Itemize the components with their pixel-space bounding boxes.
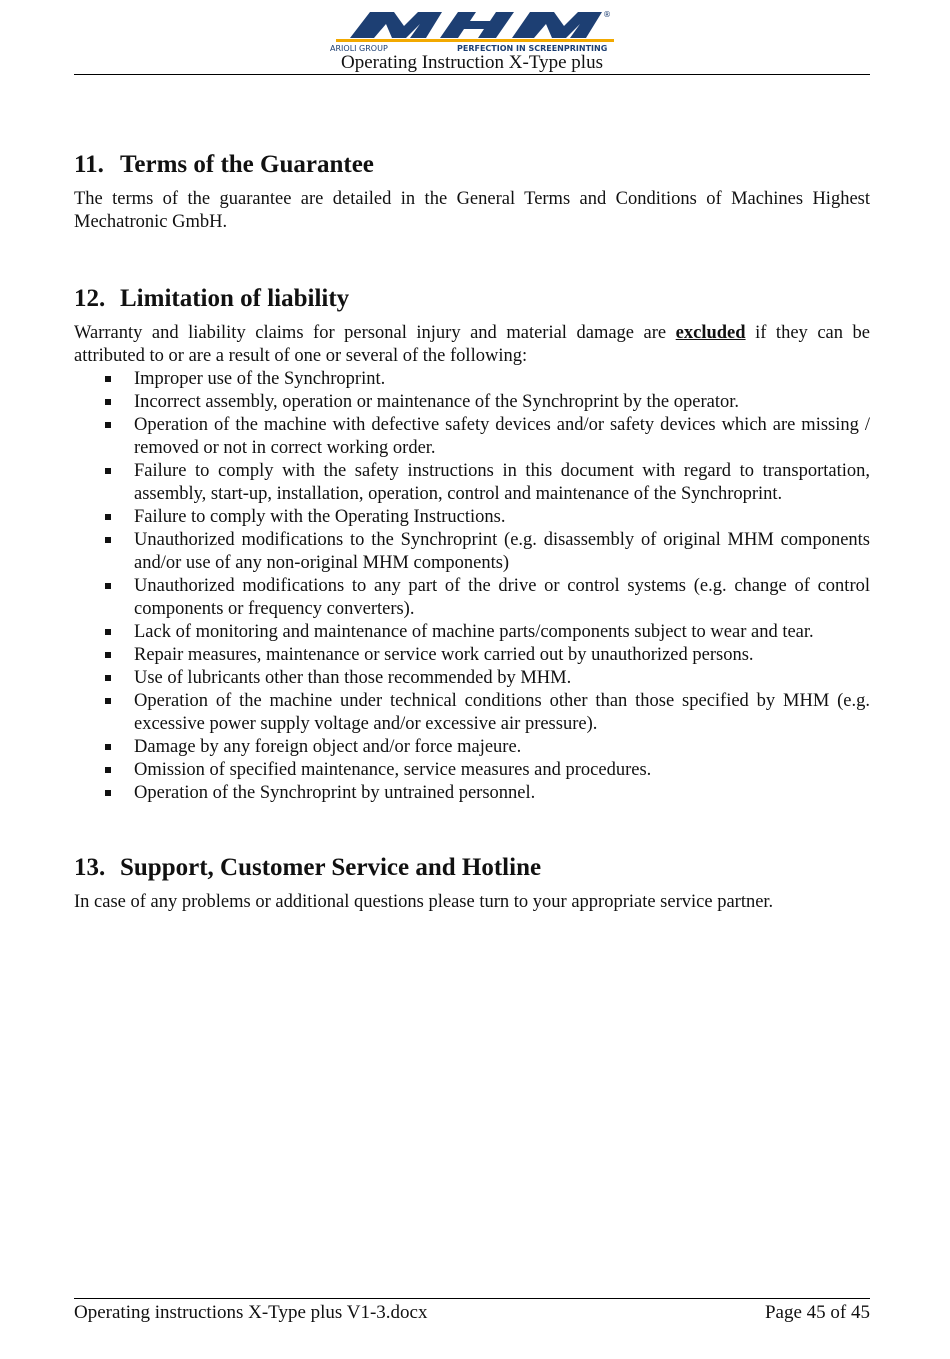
emphasis-excluded: excluded (675, 323, 746, 343)
section-text: In case of any problems or additional questions please turn to your appropriate service partner. (74, 892, 774, 912)
list-item-text: Omission of specified maintenance, service measures and procedures. (134, 760, 652, 780)
bullet-icon (105, 698, 111, 704)
list-item (74, 575, 870, 621)
list-item (74, 667, 870, 690)
list-item (74, 368, 870, 391)
list-item-text: Failure to comply with the Operating Instructions. (134, 507, 506, 527)
list-item-text: Unauthorized modifications to any part of the drive or control systems (e.g. change of control components or frequency converters). (134, 576, 870, 619)
intro-text: Warranty and liability claims for personal injury and material damage are (74, 323, 676, 343)
list-item (74, 391, 870, 414)
section-intro (74, 322, 870, 368)
liability-list (74, 368, 870, 805)
list-item-text: Operation of the machine under technical conditions other than those specified by MHM (e.g. excessive power supply voltage and/or excessive air pressure). (134, 691, 870, 734)
header-title: Operating Instruction X-Type plus (341, 52, 603, 73)
bullet-icon (105, 514, 111, 520)
section-number: 11. (74, 151, 104, 178)
page-footer (74, 1298, 870, 1326)
list-item (74, 460, 870, 506)
list-item (74, 782, 870, 805)
logo-subtitle-left: ARIOLI GROUP (330, 44, 388, 53)
list-item (74, 414, 870, 460)
list-item-text: Damage by any foreign object and/or force majeure. (134, 737, 522, 757)
list-item (74, 529, 870, 575)
list-item-text: Incorrect assembly, operation or maintenance of the Synchroprint by the operator. (134, 392, 739, 412)
bullet-icon (105, 629, 111, 635)
list-item (74, 644, 870, 667)
section-heading (74, 851, 870, 885)
bullet-icon (105, 399, 111, 405)
mhm-logo (330, 8, 620, 54)
section-heading (74, 282, 870, 316)
list-item-text: Lack of monitoring and maintenance of machine parts/components subject to wear and tear. (134, 622, 814, 642)
bullet-icon (105, 468, 111, 474)
footer-page-number: Page 45 of 45 (764, 1302, 870, 1323)
registered-mark: ® (603, 10, 611, 19)
list-item-text: Failure to comply with the safety instructions in this document with regard to transportation, assembly, start-up, installation, operation, control and maintenance of the Synchroprint. (134, 461, 870, 504)
list-item-text: Operation of the Synchroprint by untrained personnel. (134, 783, 536, 803)
bullet-icon (105, 537, 111, 543)
page-content (74, 148, 870, 914)
logo-subtitle-right: PERFECTION IN SCREENPRINTING (457, 44, 608, 53)
bullet-icon (105, 652, 111, 658)
section-text: The terms of the guarantee are detailed in the General Terms and Conditions of Machines Highest Mechatronic GmbH. (74, 189, 870, 232)
list-item (74, 690, 870, 736)
bullet-icon (105, 790, 111, 796)
list-item (74, 759, 870, 782)
list-item (74, 506, 870, 529)
section-support (74, 851, 870, 914)
list-item (74, 736, 870, 759)
section-number: 12. (74, 285, 106, 312)
section-title: Support, Customer Service and Hotline (120, 854, 542, 881)
section-title: Limitation of liability (120, 285, 350, 312)
bullet-icon (105, 675, 111, 681)
bullet-icon (105, 583, 111, 589)
list-item-text: Unauthorized modifications to the Synchroprint (e.g. disassembly of original MHM components and/or use of any non-original MHM components) (134, 530, 870, 573)
bullet-icon (105, 376, 111, 382)
bullet-icon (105, 744, 111, 750)
section-guarantee (74, 148, 870, 234)
list-item-text: Operation of the machine with defective safety devices and/or safety devices which are missing / removed or not in correct working order. (134, 415, 870, 458)
list-item-text: Improper use of the Synchroprint. (134, 369, 386, 389)
section-liability (74, 282, 870, 805)
bullet-icon (105, 767, 111, 773)
footer-filename: Operating instructions X-Type plus V1-3.docx (74, 1302, 428, 1323)
list-item-text: Repair measures, maintenance or service work carried out by unauthorized persons. (134, 645, 754, 665)
intro-text-cont: if they can be attributed to or are a result of one or several of the following: (74, 323, 870, 366)
list-item (74, 621, 870, 644)
page-header (74, 8, 870, 75)
list-item-text: Use of lubricants other than those recommended by MHM. (134, 668, 572, 688)
section-number: 13. (74, 854, 106, 881)
section-title: Terms of the Guarantee (120, 151, 374, 178)
section-heading (74, 148, 870, 182)
bullet-icon (105, 422, 111, 428)
